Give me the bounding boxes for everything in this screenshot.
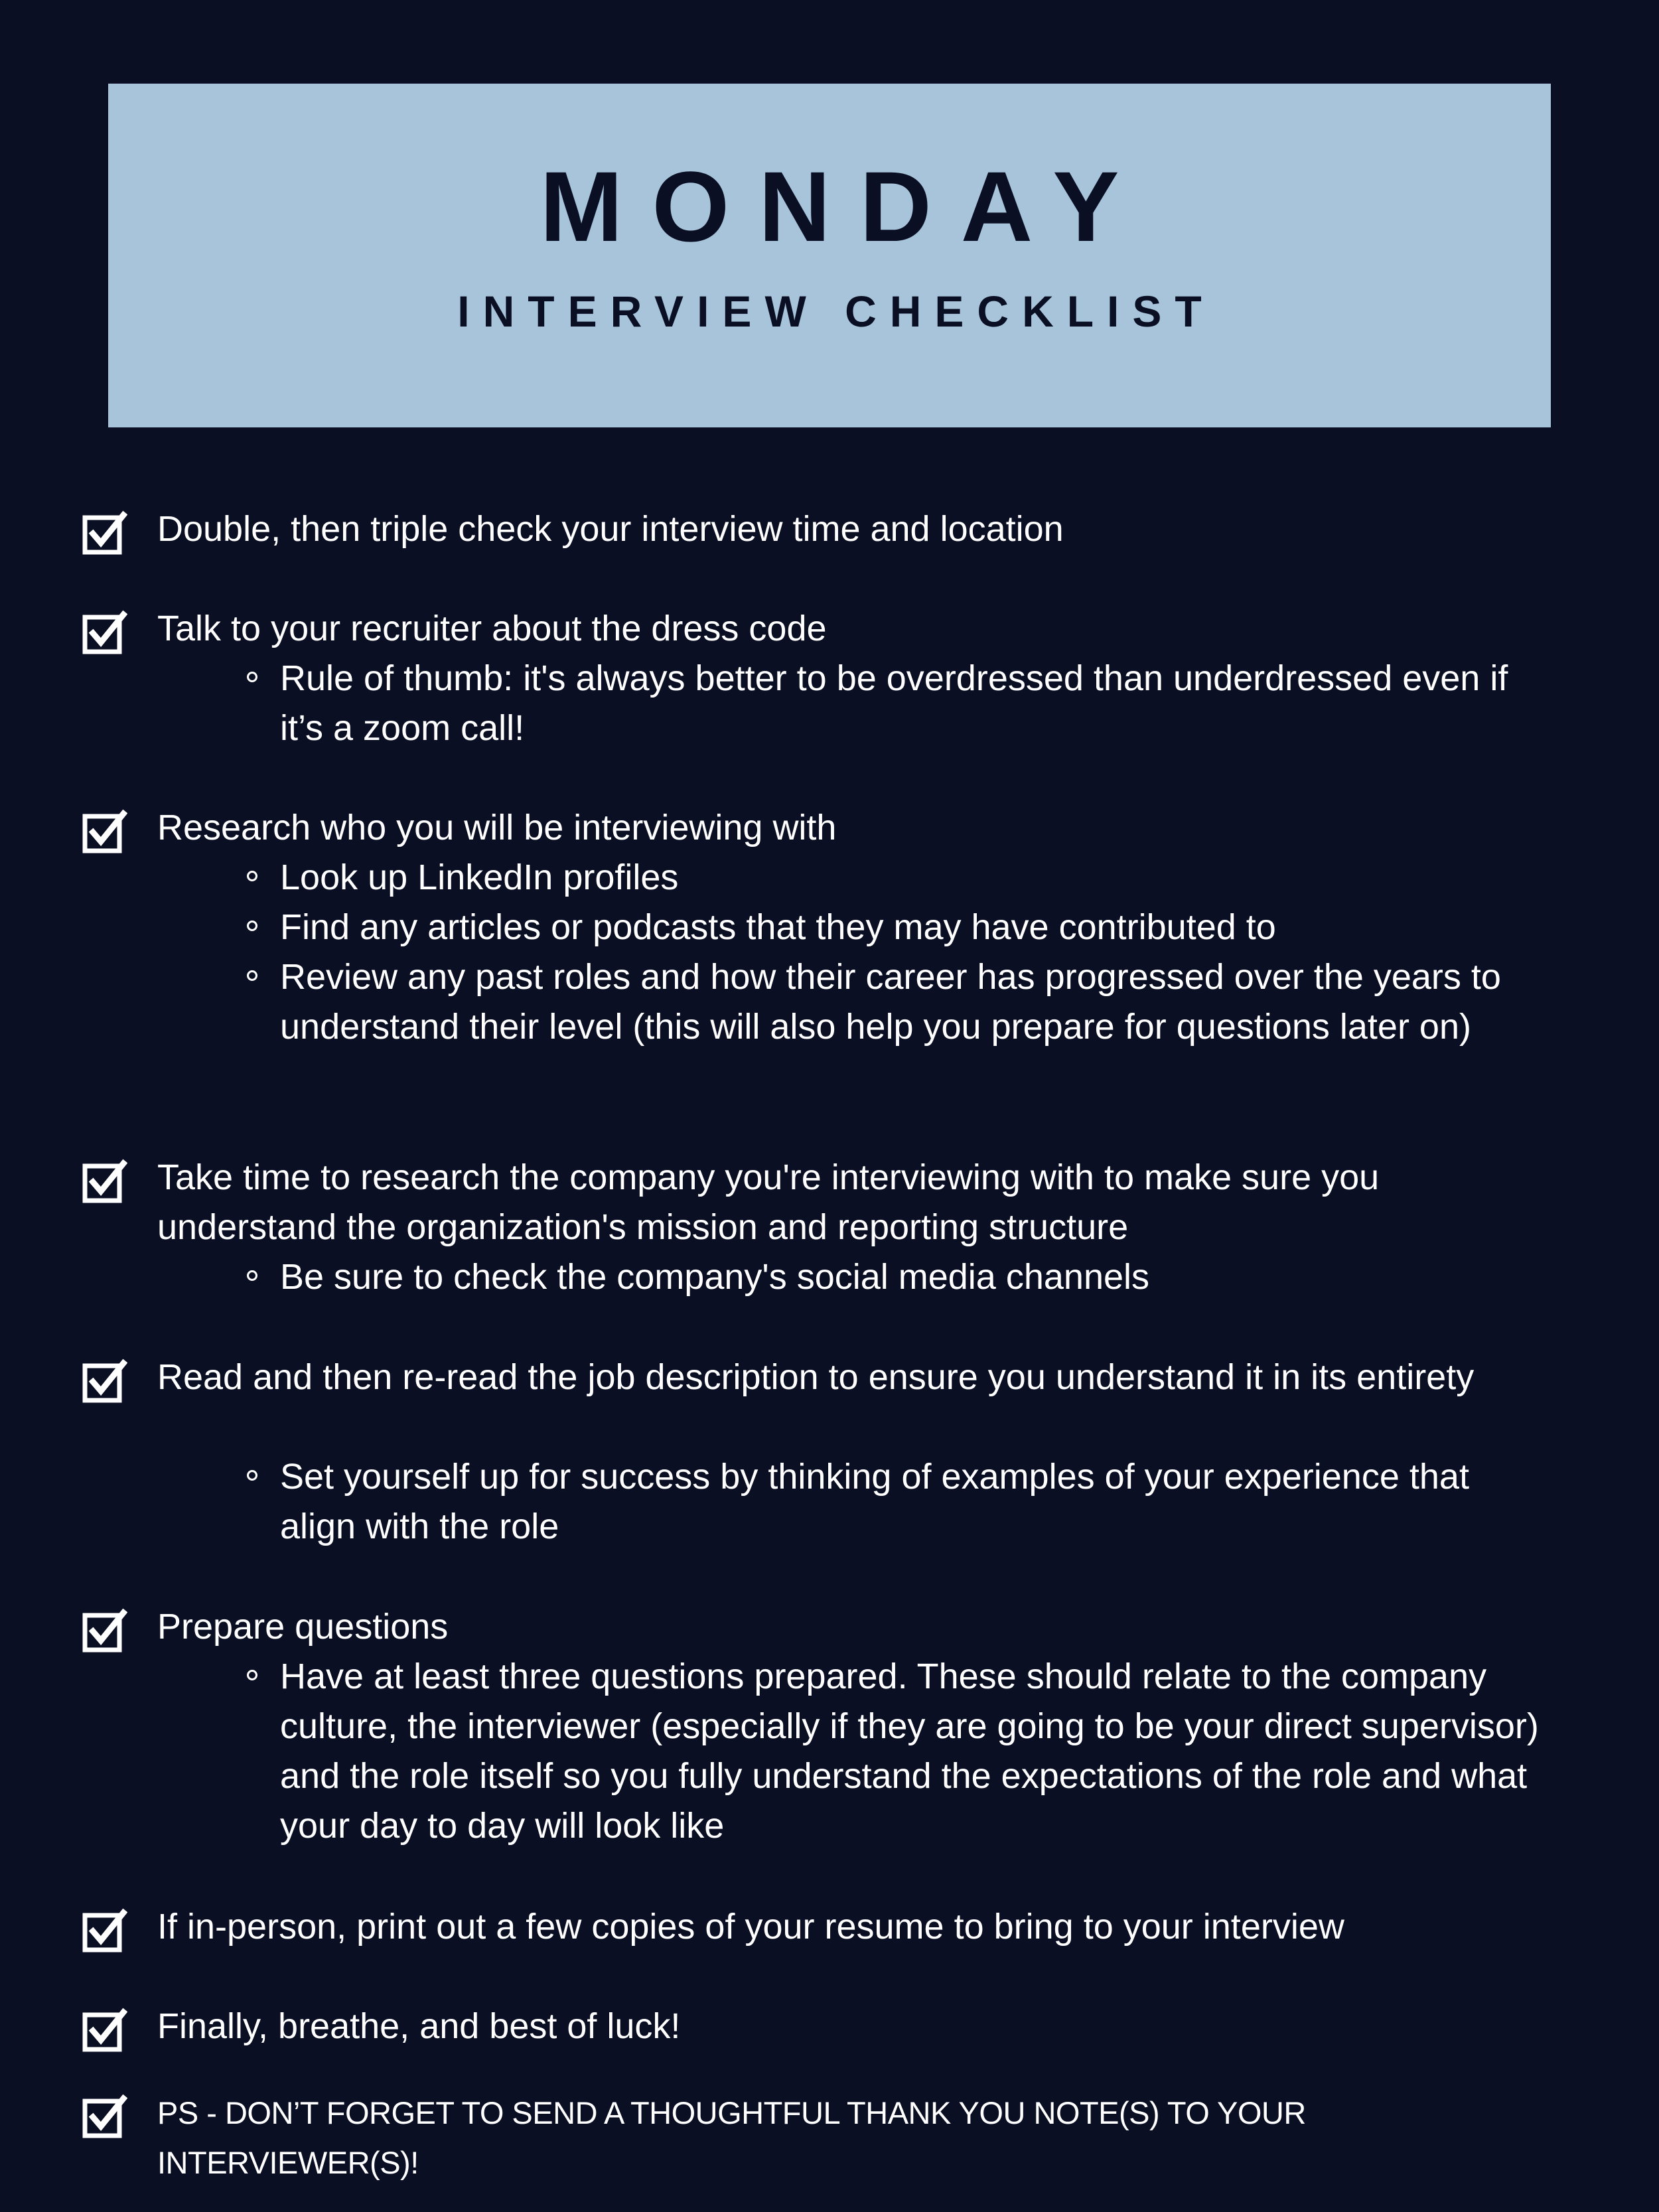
page-title: MONDAY	[540, 151, 1149, 262]
checklist-item-text: Talk to your recruiter about the dress code	[157, 609, 827, 648]
header-banner	[108, 84, 1551, 427]
hollow-bullet-icon	[247, 672, 257, 682]
checkbox-checked-icon	[81, 1607, 127, 1654]
checklist-subitem-text: Review any past roles and how their career has progressed over the years to understand their level (this will also help you prepare for questions later on)	[280, 957, 1501, 1047]
checklist-item-text: If in-person, print out a few copies of your resume to bring to your interview	[157, 1907, 1344, 1947]
checklist-subitem	[280, 1452, 1541, 1552]
checklist-item-text: Take time to research the company you're interviewing with to make sure you understand the organization's mission and reporting structure	[157, 1157, 1380, 1247]
checklist-subitem-text: Have at least three questions prepared. These should relate to the company culture, the interviewer (especially if they are going to be your direct supervisor) and the role itself so you fully understand the expectations of the role and what your day to day will look like	[280, 1657, 1539, 1846]
checklist-subitem	[280, 1652, 1541, 1851]
hollow-bullet-icon	[247, 1470, 257, 1481]
page-subtitle: INTERVIEW CHECKLIST	[457, 287, 1215, 336]
checklist-item-text: Read and then re-read the job description to ensure you understand it in its entirety	[157, 1357, 1475, 1397]
checkbox-checked-icon	[81, 1907, 127, 1954]
checklist-subitem-text: Find any articles or podcasts that they may have contributed to	[280, 907, 1276, 947]
checklist-subitem-text: Be sure to check the company's social media channels	[280, 1257, 1150, 1297]
hollow-bullet-icon	[247, 921, 257, 931]
checklist-subitem	[280, 654, 1541, 753]
hollow-bullet-icon	[247, 1270, 257, 1281]
checklist-subitem	[280, 952, 1541, 1052]
checkbox-checked-icon	[81, 1158, 127, 1205]
checkbox-checked-icon	[81, 609, 127, 656]
checkbox-checked-icon	[81, 1358, 127, 1404]
checkbox-checked-icon	[81, 2007, 127, 2053]
checkbox-checked-icon	[81, 2093, 127, 2140]
checklist-subitem-text: Look up LinkedIn profiles	[280, 857, 679, 897]
checklist-item-text: Research who you will be interviewing with	[157, 808, 837, 848]
checklist-item-text: Double, then triple check your interview time and location	[157, 509, 1064, 549]
hollow-bullet-icon	[247, 970, 257, 981]
checkbox-checked-icon	[81, 808, 127, 855]
checklist-subitem-text: Set yourself up for success by thinking of examples of your experience that align with the role	[280, 1457, 1469, 1546]
hollow-bullet-icon	[247, 871, 257, 881]
checklist-subitem	[280, 903, 1541, 952]
checklist-item-text: Finally, breathe, and best of luck!	[157, 2006, 681, 2046]
checklist-item-text: PS - DON’T FORGET TO SEND A THOUGHTFUL THANK YOU NOTE(S) TO YOUR INTERVIEWER(S)!	[157, 2095, 1306, 2180]
checklist-subitem	[280, 1252, 1541, 1302]
hollow-bullet-icon	[247, 1670, 257, 1680]
checklist-item-text: Prepare questions	[157, 1607, 449, 1647]
checklist-subitem	[280, 853, 1541, 903]
checklist-subitem-text: Rule of thumb: it's always better to be overdressed than underdressed even if it’s a zoom call!	[280, 658, 1508, 748]
checkbox-checked-icon	[81, 510, 127, 556]
